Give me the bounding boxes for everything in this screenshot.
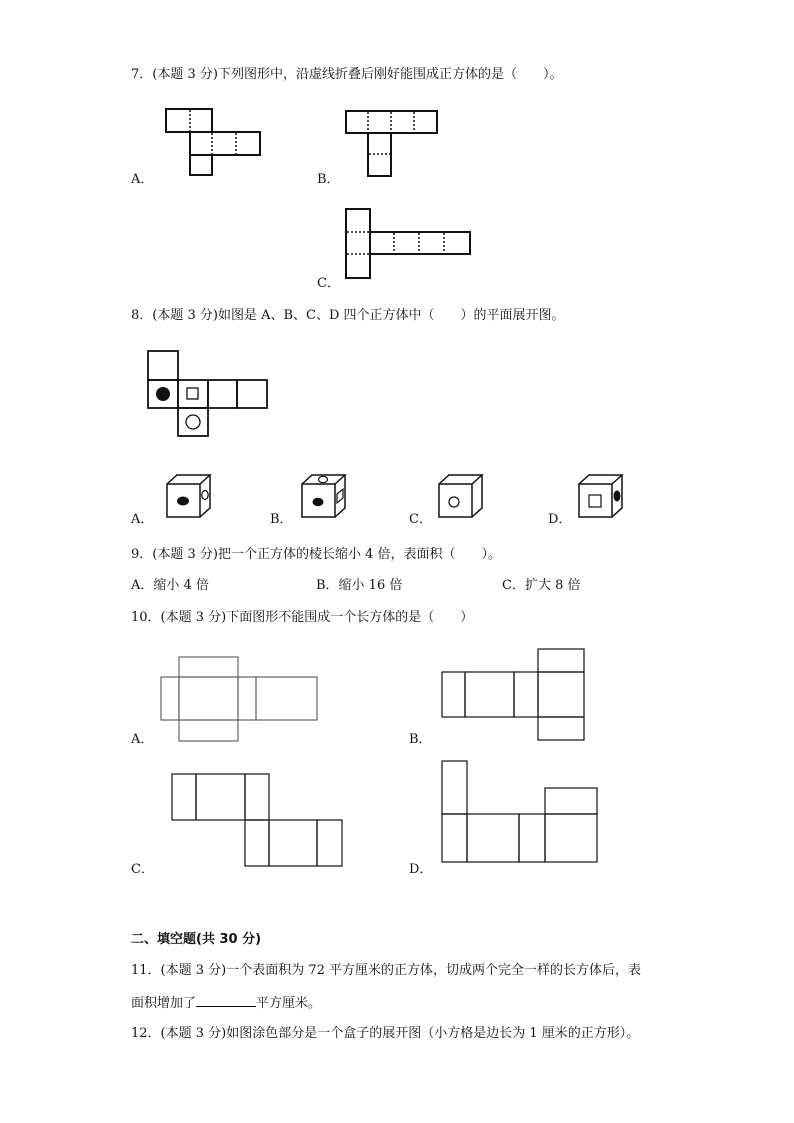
q11-line2: [131, 993, 321, 1013]
q8-cube-d: [578, 474, 628, 518]
q8-option-a[interactable]: A．: [131, 512, 154, 527]
q10-option-b[interactable]: B．: [409, 732, 432, 747]
q9-option-a[interactable]: A．缩小 4 倍: [131, 578, 209, 593]
q10-net-b: [441, 648, 587, 742]
q8-option-c[interactable]: C．: [409, 512, 432, 527]
q8-option-d[interactable]: D．: [548, 512, 572, 527]
q9-option-b[interactable]: B．缩小 16 倍: [316, 578, 403, 593]
q11-text-after: 平方厘米。: [256, 996, 322, 1011]
q9-option-c[interactable]: C．扩大 8 倍: [502, 578, 581, 593]
q10-option-d[interactable]: D．: [409, 862, 433, 877]
q10-option-a[interactable]: A．: [131, 732, 154, 747]
q11-line1: 11．(本题 3 分)一个表面积为 72 平方厘米的正方体，切成两个完全一样的长方体后，表: [131, 963, 642, 978]
q7-net-c: [345, 208, 473, 280]
q8-cube-c: [438, 474, 488, 518]
q7-option-b[interactable]: B．: [317, 172, 340, 187]
q12-text: 12．(本题 3 分)如图涂色部分是一个盒子的展开图（小方格是边长为 1 厘米的正方形）。: [131, 1026, 640, 1041]
q8-cube-net: [147, 350, 269, 438]
q10-net-d: [441, 760, 601, 864]
q7-text: 7．(本题 3 分)下列图形中，沿虚线折叠后刚好能围成正方体的是（ ）。: [131, 67, 563, 82]
q7-option-a[interactable]: A．: [131, 172, 154, 187]
q8-cube-b: [301, 474, 351, 518]
q11-answer-blank[interactable]: [196, 993, 256, 1007]
q7-net-a: [165, 108, 261, 176]
q11-text-before: 面积增加了: [131, 996, 197, 1011]
q10-text: 10．(本题 3 分)下面图形不能围成一个长方体的是（ ）: [131, 610, 474, 625]
q7-option-c[interactable]: C．: [317, 276, 340, 291]
q7-net-b: [345, 110, 439, 178]
q10-option-c[interactable]: C．: [131, 862, 154, 877]
q8-text: 8．(本题 3 分)如图是 A、B、C、D 四个正方体中（ ）的平面展开图。: [131, 308, 565, 323]
section-title: 二、填空题(共 30 分): [131, 932, 262, 947]
q8-cube-a: [166, 474, 216, 518]
q8-option-b[interactable]: B．: [270, 512, 293, 527]
q10-net-a: [160, 656, 320, 744]
q10-net-c: [171, 773, 345, 869]
q9-text: 9．(本题 3 分)把一个正方体的棱长缩小 4 倍，表面积（ ）。: [131, 547, 501, 562]
